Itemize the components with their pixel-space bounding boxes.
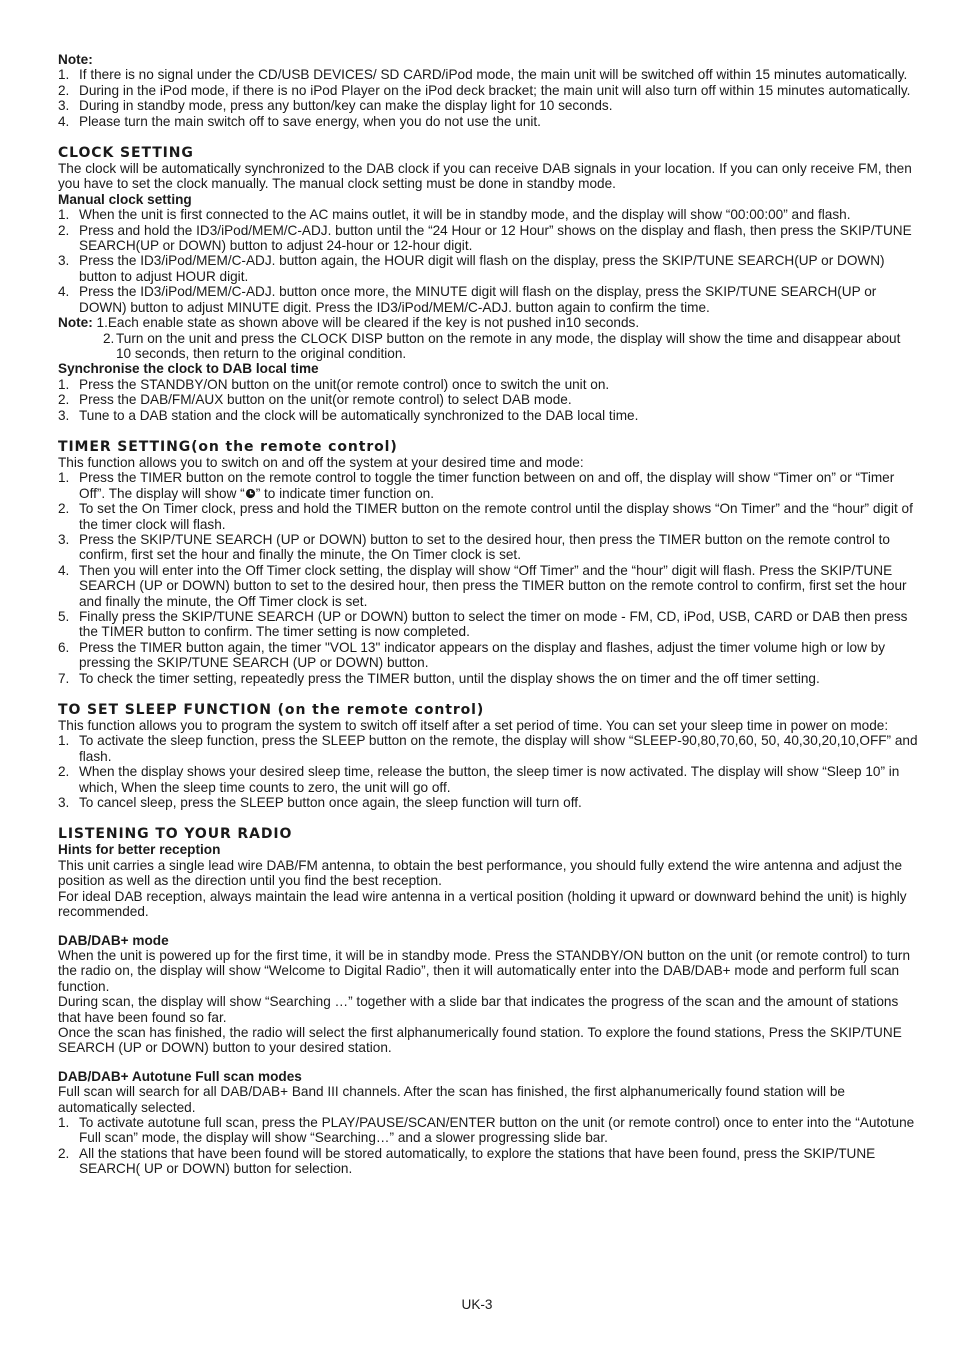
timer-steps [58,470,918,686]
note-list [58,67,918,129]
list-item: 4. Press the ID3/iPod/MEM/C-ADJ. button once more, the MINUTE digit will flash on the display, press the SKIP/TUNE SEARCH(UP or DOWN) button to adjust MINUTE digit. Press the ID3/iPod/MEM/C-ADJ. button again to confirm the time. [58,284,877,315]
sleep-intro: This function allows you to program the system to switch off itself after a set period of time. You can set your sleep time in power on mode: [58,718,889,734]
clock-intro: The clock will be automatically synchronized to the DAB clock if you can receive DAB signals in your location. If you can only receive FM, then you have to set the clock manually. The manual clock setting must be done in standby mode. [58,161,912,192]
sync-heading: Synchronise the clock to DAB local time [58,361,319,377]
list-item: 2. Press the DAB/FM/AUX button on the unit(or remote control) to select DAB mode. [58,392,572,408]
clock-steps [58,207,918,315]
timer-intro: This function allows you to switch on and off the system at your desired time and mode: [58,454,584,470]
clock-note-1: 1.Each enable state as shown above will be cleared if the key is not pushed in10 seconds. [96,315,640,331]
sleep-heading: TO SET SLEEP FUNCTION (on the remote control) [58,702,485,719]
hints-heading: Hints for better reception [58,842,221,858]
list-item: 2. During in the iPod mode, if there is no iPod Player on the iPod deck bracket; the main unit will also turn off within 15 minutes automatically. [58,82,911,98]
autotune-paragraph: Full scan will search for all DAB/DAB+ Band III channels. After the scan has finished, the first alphanumerically found station will be automatically selected. [58,1084,845,1115]
hints-paragraph-1: This unit carries a single lead wire DAB/FM antenna, to obtain the best performance, you should fully extend the wire antenna and adjust the position as well as the direction until you find the best reception. [58,857,903,889]
list-item: 7. To check the timer setting, repeatedly press the TIMER button, until the display shows the on timer and the off timer setting. [58,670,820,686]
clock-note [58,315,918,330]
hints-paragraph-2: For ideal DAB reception, always maintain the lead wire antenna in a vertical position (holding it upward or downward behind the unit) is highly recommended. [58,888,907,920]
list-item: 2. When the display shows your desired sleep time, release the button, the sleep timer is now activated. The display will show “Sleep 10” in which, When the sleep time counts to zero, the unit will go off. [58,764,900,795]
list-item: 4. Then you will enter into the Off Timer clock setting, the display will show “Off Timer” and the “hour” digit will flash. Press the SKIP/TUNE SEARCH (UP or DOWN) button to set to the desired hour, then press the TIMER button on the remote control to confirm, first set the hour and finally the minute, the Off Timer clock is set. [58,562,907,609]
page-number: UK-3 [461,1297,493,1312]
list-item: 1. If there is no signal under the CD/USB DEVICES/ SD CARD/iPod mode, the main unit will be switched off within 15 minutes automatically. [58,67,908,83]
list-item: 1. To activate autotune full scan, press the PLAY/PAUSE/SCAN/ENTER button on the unit (or remote control) once to enter into the “Autotune Full scan” mode, the display will show “Searching…” and a slower progressing slide bar. [58,1114,915,1146]
list-item: 3. During in standby mode, press any button/key can make the display light for 10 seconds. [58,98,613,114]
note-label: Note: [58,52,93,67]
dab-mode-heading: DAB/DAB+ mode [58,932,169,948]
list-item: 3. To cancel sleep, press the SLEEP button once again, the sleep function will turn off. [58,795,582,811]
list-item: 4. Please turn the main switch off to save energy, when you do not use the unit. [58,113,541,129]
list-item: 2. All the stations that have been found will be stored automatically, to explore the stations that have been found, press the SKIP/TUNE SEARCH( UP or DOWN) button for selection. [58,1145,876,1177]
list-item: 1. Press the STANDBY/ON button on the unit(or remote control) once to switch the unit on. [58,376,610,392]
list-item: 5. Finally press the SKIP/TUNE SEARCH (UP or DOWN) button to select the timer on mode - FM, CD, iPod, USB, CARD or DAB then press the TIMER button to confirm. The timer setting is now completed. [58,609,908,640]
dab-paragraph-2: During scan, the display will show “Searching …” together with a slide bar that indicates the progress of the scan and the amount of stations that have been found so far. [58,994,899,1025]
clock-note-2: 2. Turn on the unit and press the CLOCK DISP button on the remote in any mode, the display will show the time and disappear about 10 seconds, then return to the original condition. [103,330,901,361]
list-item: 1. To activate the sleep function, press the SLEEP button on the remote, the display will show “SLEEP-90,80,70,60, 50, 40,30,20,10,OFF” and flash. [58,733,918,764]
autotune-heading: DAB/DAB+ Autotune Full scan modes [58,1068,302,1084]
clock-setting-heading: CLOCK SETTING [58,145,194,162]
timer-setting-heading: TIMER SETTING(on the remote control) [58,438,398,455]
dab-paragraph-1: When the unit is powered up for the first time, it will be in standby mode. Press the STANDBY/ON button on the unit (or remote control) to turn the radio on, the display will show “Welcome to Digital Radio”, then it will automatically enter into the DAB/DAB+ mode and perform full scan function. [58,947,911,994]
sync-steps [58,377,918,423]
sleep-steps [58,733,918,810]
list-item: 3. Press the ID3/iPod/MEM/C-ADJ. button again, the HOUR digit will flash on the display, press the SKIP/TUNE SEARCH(UP or DOWN) button to adjust HOUR digit. [58,253,885,284]
manual-clock-heading: Manual clock setting [58,191,192,207]
autotune-steps [58,1115,918,1177]
list-item: 1. Press the TIMER button on the remote control to toggle the timer function between on and off, the display will show “Timer on” or “Timer Off”. The display will show “ ” to indicate timer function on. [58,470,895,501]
list-item: 2. To set the On Timer clock, press and hold the TIMER button on the remote control until the display shows “On Timer” and the “hour” digit of the timer clock will flash. [58,501,913,532]
manual-page [58,52,918,1177]
timer-icon [245,488,256,499]
dab-paragraph-3: Once the scan has finished, the radio will select the first alphanumerically found station. To explore the found stations, Press the SKIP/TUNE SEARCH (UP or DOWN) button to your desired station. [58,1024,902,1056]
clock-note-label: Note: [58,315,93,331]
radio-heading: LISTENING TO YOUR RADIO [58,826,293,843]
list-item: 3. Tune to a DAB station and the clock will be automatically synchronized to the DAB local time. [58,407,639,423]
list-item: 6. Press the TIMER button again, the timer "VOL 13" indicator appears on the display and flashes, adjust the timer volume high or low by pressing the SKIP/TUNE SEARCH (UP or DOWN) button. [58,639,886,671]
list-item: 2. Press and hold the ID3/iPod/MEM/C-ADJ. button until the “24 Hour or 12 Hour” shows on the display and flash, then press the SKIP/TUNE SEARCH(UP or DOWN) button to adjust 24-hour or 12-hour digit. [58,222,912,254]
list-item: 1. When the unit is first connected to the AC mains outlet, it will be in standby mode, and the display will show “00:00:00” and flash. [58,207,851,223]
list-item: 3. Press the SKIP/TUNE SEARCH (UP or DOWN) button to set to the desired hour, then press the TIMER button on the remote control to confirm, first set the hour and finally the minute, the On Timer clock is set. [58,531,890,563]
